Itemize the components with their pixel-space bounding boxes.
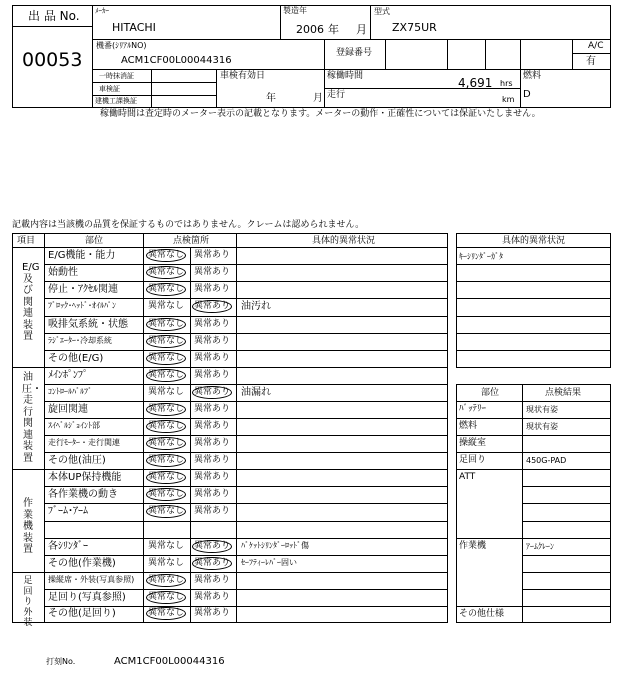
selected-normal-circle xyxy=(146,318,186,331)
status-abnormal-option: 異常あり xyxy=(194,318,231,329)
year-value: 2006 xyxy=(296,23,324,36)
row-part-label: 足回り(写真参照) xyxy=(48,591,126,603)
fuel-value: D xyxy=(523,89,531,100)
status-normal-option: 異常なし xyxy=(148,574,185,585)
selected-normal-circle xyxy=(146,437,186,450)
result-part-label: その他仕様 xyxy=(459,609,505,619)
result-value: ｱｰﾑｸﾚｰﾝ xyxy=(526,542,554,551)
row-part-label: 各ｼﾘﾝﾀﾞｰ xyxy=(48,540,88,552)
cert-construction-machine: 建機工課換証 xyxy=(95,97,137,105)
row-part-label: 停止・ｱｸｾﾙ関連 xyxy=(48,283,118,295)
result-part-label: ﾊﾞｯﾃﾘｰ xyxy=(459,404,487,414)
inspection-month-unit: 月 xyxy=(313,93,323,104)
row-part-label: その他(油圧) xyxy=(48,454,106,466)
row-part-label: 始動性 xyxy=(48,266,78,278)
status-normal-option: 異常なし xyxy=(148,352,185,363)
status-abnormal-option: 異常あり xyxy=(194,352,231,363)
group-label-work-equipment: 作業機装置 xyxy=(23,498,33,555)
hours-unit: hrs xyxy=(500,79,513,88)
serial-label: 機番(ｼﾘｱﾙNO) xyxy=(96,41,147,50)
maker-value: HITACHI xyxy=(112,21,156,34)
row-detail-text: ｾｰﾌﾃｨｰﾚﾊﾞｰ固い xyxy=(241,557,297,567)
row-part-label: ﾌﾞﾛｯｸ･ﾍｯﾄﾞ･ｵｲﾙﾊﾟﾝ xyxy=(48,301,116,310)
selected-normal-circle xyxy=(146,249,186,262)
selected-normal-circle xyxy=(146,369,186,382)
right-results-header-result: 点検結果 xyxy=(545,388,582,398)
model-label: 型式 xyxy=(374,7,390,16)
row-detail-text: ﾊﾞｹｯﾄｼﾘﾝﾀﾞｰﾛｯﾄﾞ傷 xyxy=(241,540,309,550)
stamp-value: ACM1CF00L00044316 xyxy=(114,656,225,667)
status-normal-option: 異常なし xyxy=(148,318,185,329)
header-part: 部位 xyxy=(85,236,104,246)
ac-label: A/C xyxy=(588,41,604,51)
result-value: 450G-PAD xyxy=(526,456,567,465)
maker-label: ﾒｰｶｰ xyxy=(95,7,109,15)
reg-label: 登録番号 xyxy=(336,48,373,58)
status-abnormal-option: 異常あり xyxy=(194,471,231,482)
status-normal-option: 異常なし xyxy=(148,506,185,516)
km-label: 走行 xyxy=(327,90,346,100)
fuel-label: 燃料 xyxy=(523,71,542,81)
selected-normal-circle xyxy=(146,266,186,279)
ac-value: 有 xyxy=(586,56,596,67)
status-normal-option: 異常なし xyxy=(148,335,185,346)
row-part-label: その他(作業機) xyxy=(48,557,116,569)
selected-normal-circle xyxy=(146,352,186,365)
row-part-label: ｽｲﾍﾞﾙｼﾞｮｲﾝﾄ部 xyxy=(48,420,100,430)
group-label-engine: E/G及び関連装置 xyxy=(22,262,40,342)
selected-normal-circle xyxy=(146,283,186,296)
status-normal-option: 異常なし xyxy=(148,454,185,465)
row-part-label: 旋回関連 xyxy=(48,403,88,415)
row-part-label: 操縦席・外装(写真参照) xyxy=(48,574,135,584)
status-normal-option: 異常なし xyxy=(148,369,185,380)
status-abnormal-option: 異常あり xyxy=(194,386,231,397)
result-value: 現状有姿 xyxy=(526,405,558,414)
selected-normal-circle xyxy=(146,454,186,467)
row-part-label: 走行ﾓｰﾀｰ・走行関連 xyxy=(48,437,120,447)
hours-note: 稼働時間は査定時のメーター表示の記載となります。メーターの動作・正確性については保証いたしません。 xyxy=(100,109,541,119)
hours-value: 4,691 xyxy=(458,76,493,90)
row-part-label: 本体UP保持機能 xyxy=(48,471,122,483)
serial-value: ACM1CF00L00044316 xyxy=(121,55,232,66)
right-results-header-part: 部位 xyxy=(481,388,500,398)
row-part-label: E/G機能・能力 xyxy=(48,249,116,261)
selected-normal-circle xyxy=(146,505,186,518)
selected-normal-circle xyxy=(146,471,186,484)
status-normal-option: 異常なし xyxy=(148,591,185,602)
status-abnormal-option: 異常あり xyxy=(194,403,231,414)
selected-normal-circle xyxy=(146,335,186,348)
month-unit: 月 xyxy=(356,23,367,36)
cert-temp-deregistration: 一時抹消証 xyxy=(99,72,134,80)
model-value: ZX75UR xyxy=(392,21,437,34)
selected-normal-circle xyxy=(146,420,186,433)
status-abnormal-option: 異常あり xyxy=(194,335,231,346)
status-abnormal-option: 異常あり xyxy=(194,454,231,465)
result-value: 現状有姿 xyxy=(526,422,558,431)
km-unit: km xyxy=(502,95,515,104)
header-category: 項目 xyxy=(17,236,36,246)
status-normal-option: 異常なし xyxy=(148,386,185,397)
header-details: 具体的異常状況 xyxy=(312,236,376,246)
status-abnormal-option: 異常あり xyxy=(194,301,231,311)
status-abnormal-option: 異常あり xyxy=(194,488,231,499)
group-label-undercarriage: 足回り外装 xyxy=(23,576,33,628)
result-part-label: 燃料 xyxy=(459,421,478,431)
status-normal-option: 異常なし xyxy=(148,488,185,499)
status-normal-option: 異常なし xyxy=(148,403,185,414)
selected-abnormal-circle xyxy=(192,386,232,399)
hours-label: 稼働時間 xyxy=(327,71,364,81)
year-label: 製造年 xyxy=(283,6,307,15)
result-part-label: 作業機 xyxy=(459,541,487,551)
inspection-year-unit: 年 xyxy=(266,93,276,104)
status-abnormal-option: 異常あり xyxy=(194,608,231,618)
status-abnormal-option: 異常あり xyxy=(194,369,231,380)
row-part-label: ﾗｼﾞｴｰﾀｰ･冷却系統 xyxy=(48,335,112,345)
status-abnormal-option: 異常あり xyxy=(194,420,231,431)
year-unit: 年 xyxy=(328,23,339,36)
status-normal-option: 異常なし xyxy=(148,608,185,618)
selected-abnormal-circle xyxy=(192,300,232,313)
row-detail-text: 油汚れ xyxy=(241,301,271,312)
row-detail-text: 油漏れ xyxy=(241,386,271,398)
status-normal-option: 異常なし xyxy=(148,420,185,431)
status-normal-option: 異常なし xyxy=(148,471,185,482)
result-part-label: ATT xyxy=(459,472,476,482)
status-abnormal-option: 異常あり xyxy=(194,249,231,260)
group-label-hydraulic: 油圧・走行関連装置 xyxy=(22,372,42,464)
status-normal-option: 異常なし xyxy=(148,557,185,568)
status-abnormal-option: 異常あり xyxy=(194,557,231,568)
status-normal-option: 異常なし xyxy=(148,283,185,294)
status-abnormal-option: 異常あり xyxy=(194,437,231,448)
selected-normal-circle xyxy=(146,591,186,604)
header-checkpoint: 点検箇所 xyxy=(173,236,210,246)
cert-vehicle-inspection: 車検証 xyxy=(99,85,120,93)
row-part-label: 各作業機の動き xyxy=(48,488,118,500)
stamp-label: 打刻No. xyxy=(46,657,76,666)
shipment-no-label: 出 品 No. xyxy=(28,9,80,23)
row-part-label: 吸排気系統・状態 xyxy=(48,318,128,330)
status-abnormal-option: 異常あり xyxy=(194,266,231,277)
status-abnormal-option: 異常あり xyxy=(194,283,231,294)
row-part-label: その他(E/G) xyxy=(48,352,104,364)
inspection-valid-label: 車検有効日 xyxy=(220,71,266,81)
status-normal-option: 異常なし xyxy=(148,249,185,260)
selected-normal-circle xyxy=(146,403,186,416)
right-details-entry: ｷｰｼﾘﾝﾀﾞｰｶﾞﾀ xyxy=(459,252,503,261)
status-abnormal-option: 異常あり xyxy=(194,574,231,585)
selected-normal-circle xyxy=(146,607,186,620)
row-part-label: ﾌﾞｰﾑ･ｱｰﾑ xyxy=(48,506,88,517)
disclaimer-note: 記載内容は当該機の品質を保証するものではありません。クレームは認められません。 xyxy=(12,220,365,230)
result-part-label: 足回り xyxy=(459,455,487,465)
status-normal-option: 異常なし xyxy=(148,437,185,448)
status-normal-option: 異常なし xyxy=(148,266,185,277)
row-part-label: ｺﾝﾄﾛｰﾙﾊﾞﾙﾌﾞ xyxy=(48,386,92,396)
selected-normal-circle xyxy=(146,488,186,501)
selected-abnormal-circle xyxy=(192,557,232,570)
selected-normal-circle xyxy=(146,574,186,587)
right-details-header: 具体的異常状況 xyxy=(502,236,566,246)
status-normal-option: 異常なし xyxy=(148,301,185,311)
selected-abnormal-circle xyxy=(192,540,232,553)
status-abnormal-option: 異常あり xyxy=(194,506,231,516)
row-part-label: その他(足回り) xyxy=(48,608,116,619)
row-part-label: ﾒｲﾝﾎﾟﾝﾌﾟ xyxy=(48,369,88,381)
status-abnormal-option: 異常あり xyxy=(194,540,231,551)
status-abnormal-option: 異常あり xyxy=(194,591,231,602)
shipment-no: 00053 xyxy=(22,49,83,71)
status-normal-option: 異常なし xyxy=(148,540,185,551)
result-part-label: 操縦室 xyxy=(459,438,487,448)
